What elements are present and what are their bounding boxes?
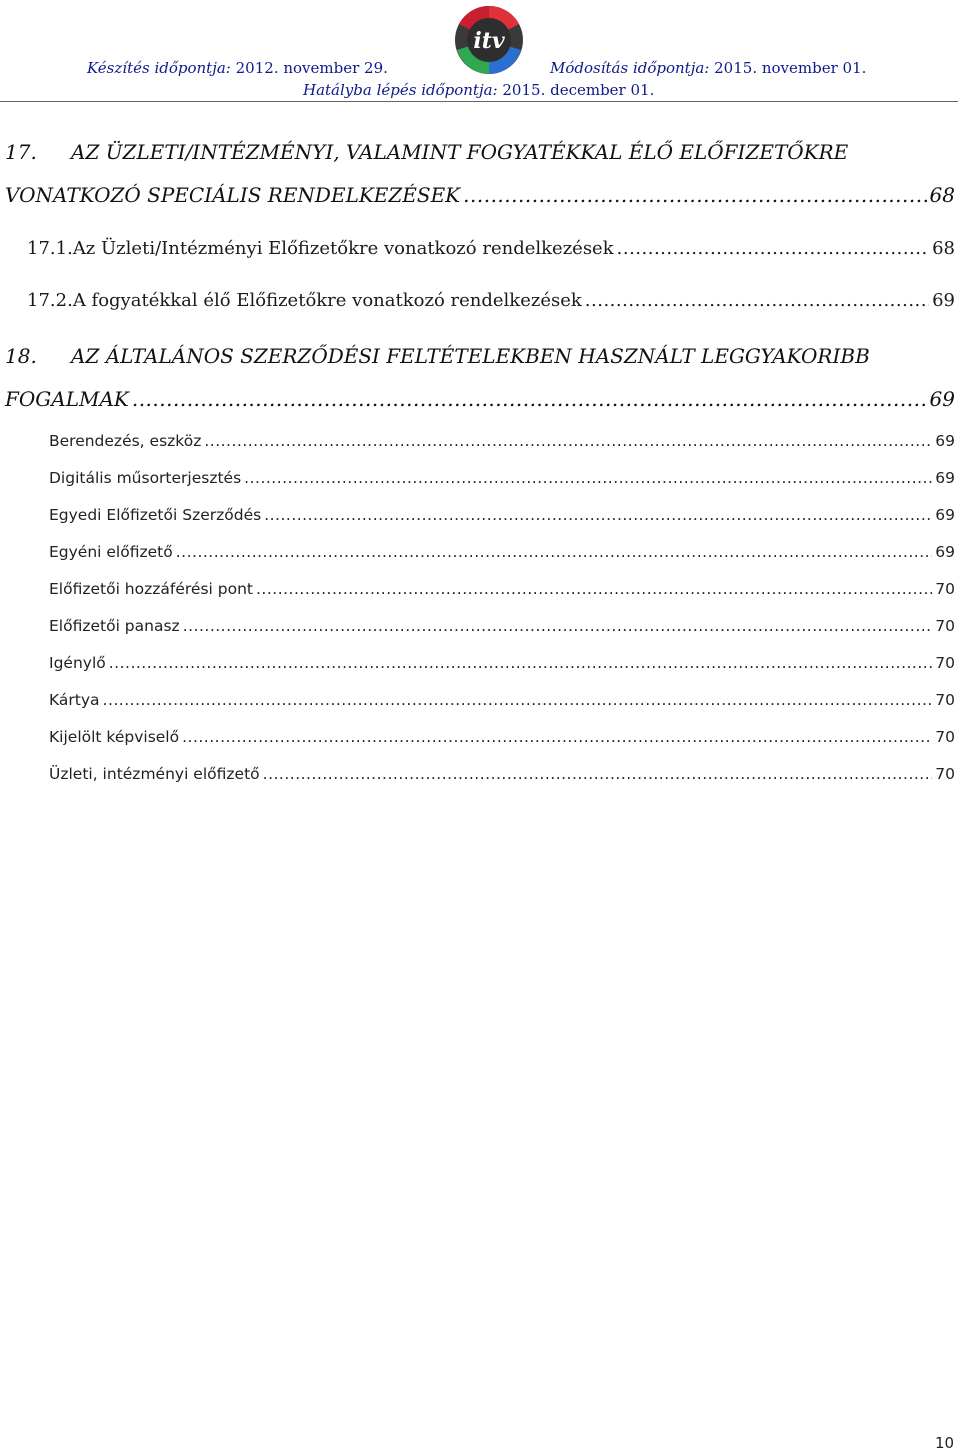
- created-date: 2012. november 29.: [235, 59, 388, 77]
- dot-leader: [264, 506, 932, 524]
- toc-page-number: 69: [935, 469, 955, 487]
- toc-page-number: 69: [935, 432, 955, 450]
- toc-page-number: 69: [932, 290, 955, 311]
- toc-term-title: Igénylő: [49, 654, 106, 672]
- dot-leader: [244, 469, 932, 487]
- toc-section-18-heading[interactable]: [5, 344, 870, 368]
- toc-term-title: Előfizetői hozzáférési pont: [49, 580, 253, 598]
- toc-term-title: Digitális műsorterjesztés: [49, 469, 242, 487]
- dot-leader: [463, 183, 926, 207]
- toc-page-number: 68: [929, 183, 955, 207]
- dot-leader: [109, 654, 933, 672]
- toc-page-number: 70: [935, 765, 955, 783]
- dot-leader: [204, 432, 932, 450]
- toc-section-title-cont: VONATKOZÓ SPECIÁLIS RENDELKEZÉSEK: [5, 183, 461, 207]
- itv-logo: [453, 4, 525, 76]
- dot-leader: [103, 691, 933, 709]
- created-date-line: [87, 59, 388, 77]
- toc-term-title: Kijelölt képviselő: [49, 728, 180, 746]
- dot-leader: [617, 238, 929, 259]
- toc-subsection-title: Az Üzleti/Intézményi Előfizetőkre vonatkozó rendelkezések: [72, 238, 614, 259]
- effective-label: Hatályba lépés időpontja:: [303, 81, 498, 99]
- dot-leader: [182, 728, 932, 746]
- toc-term-title: Előfizetői panasz: [49, 617, 180, 635]
- header-divider: [0, 101, 958, 102]
- toc-subsection-17-2[interactable]: [27, 290, 955, 311]
- toc-term-item[interactable]: [49, 506, 955, 524]
- toc-term-item[interactable]: [49, 580, 955, 598]
- toc-term-item[interactable]: [49, 543, 955, 561]
- dot-leader: [176, 543, 933, 561]
- toc-term-item[interactable]: [49, 728, 955, 746]
- toc-term-item[interactable]: [49, 654, 955, 672]
- dot-leader: [256, 580, 932, 598]
- dot-leader: [585, 290, 929, 311]
- toc-term-title: Üzleti, intézményi előfizető: [49, 765, 260, 783]
- toc-page-number: 70: [935, 617, 955, 635]
- toc-page-number: 70: [935, 654, 955, 672]
- toc-term-title: Egyedi Előfizetői Szerződés: [49, 506, 262, 524]
- toc-section-17-line[interactable]: [5, 183, 955, 207]
- dot-leader: [263, 765, 933, 783]
- toc-page-number: 69: [929, 387, 955, 411]
- toc-subsection-17-1[interactable]: [27, 238, 955, 259]
- toc-section-18-line[interactable]: [5, 387, 955, 411]
- logo-text: itv: [473, 28, 505, 54]
- effective-date: 2015. december 01.: [502, 81, 655, 99]
- toc-subsection-title: A fogyatékkal élő Előfizetőkre vonatkozó rendelkezések: [72, 290, 582, 311]
- toc-page-number: 69: [935, 506, 955, 524]
- toc-term-title: Berendezés, eszköz: [49, 432, 202, 450]
- toc-term-item[interactable]: [49, 617, 955, 635]
- toc-section-17-heading[interactable]: [5, 140, 848, 164]
- created-label: Készítés időpontja:: [87, 59, 231, 77]
- toc-section-title: AZ ÁLTALÁNOS SZERZŐDÉSI FELTÉTELEKBEN HASZNÁLT LEGGYAKORIBB: [71, 344, 870, 368]
- toc-subsection-number: 17.1.: [27, 238, 73, 259]
- toc-section-number: 18.: [5, 344, 37, 368]
- modified-label: Módosítás időpontja:: [550, 59, 710, 77]
- toc-page-number: 70: [935, 691, 955, 709]
- toc-term-item[interactable]: [49, 432, 955, 450]
- toc-page-number: 70: [935, 728, 955, 746]
- modified-date-line: [550, 59, 866, 77]
- toc-term-title: Kártya: [49, 691, 100, 709]
- page-number: 10: [935, 1434, 955, 1452]
- dot-leader: [183, 617, 933, 635]
- page-header: [0, 0, 960, 103]
- toc-subsection-number: 17.2.: [27, 290, 73, 311]
- toc-section-number: 17.: [5, 140, 37, 164]
- toc-page-number: 68: [932, 238, 955, 259]
- toc-page-number: 70: [935, 580, 955, 598]
- toc-section-title: AZ ÜZLETI/INTÉZMÉNYI, VALAMINT FOGYATÉKKAL ÉLŐ ELŐFIZETŐKRE: [71, 140, 849, 164]
- toc-term-title: Egyéni előfizető: [49, 543, 173, 561]
- effective-date-line: [303, 81, 654, 99]
- toc-term-item[interactable]: [49, 691, 955, 709]
- toc-section-title-cont: FOGALMAK: [5, 387, 129, 411]
- toc-term-item[interactable]: [49, 765, 955, 783]
- dot-leader: [132, 387, 927, 411]
- toc-page-number: 69: [935, 543, 955, 561]
- toc-term-item[interactable]: [49, 469, 955, 487]
- modified-date: 2015. november 01.: [714, 59, 867, 77]
